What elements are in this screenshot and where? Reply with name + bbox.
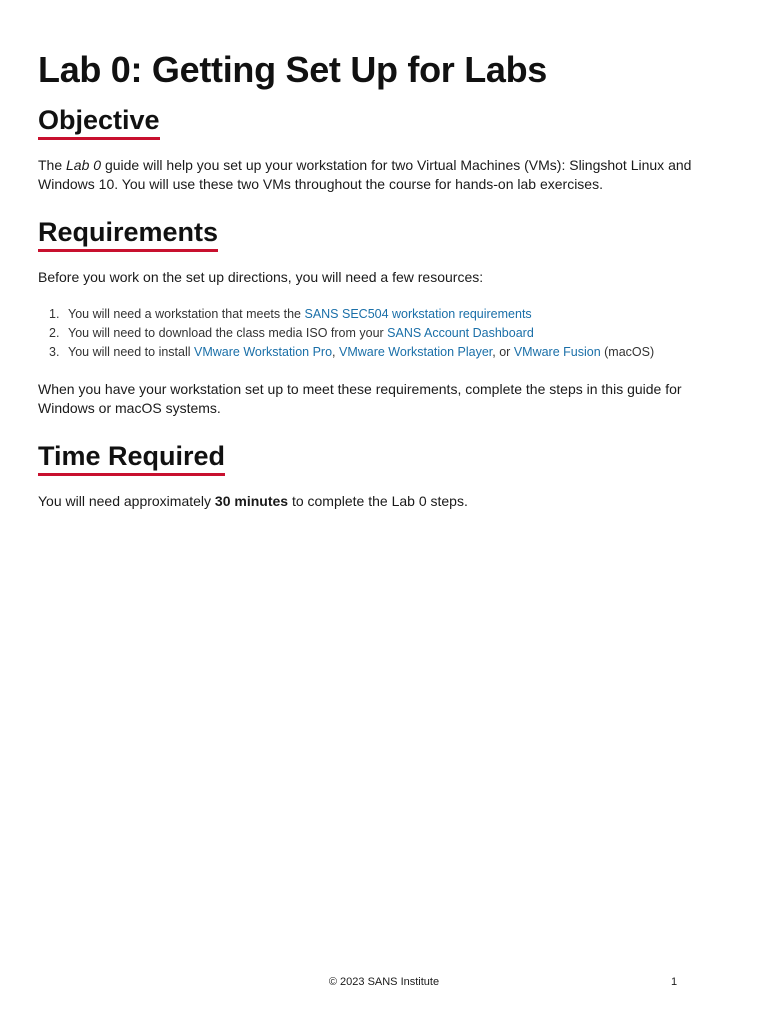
vmware-fusion-link[interactable]: VMware Fusion [513,345,601,359]
objective-text-1: The [38,157,67,173]
time-required-duration: 30 minutes [214,493,289,509]
requirements-closing: When you have your workstation set up to meet these requirements, complete the steps in this guide for Windows or macOS systems. [38,381,682,416]
footer-copyright: © 2023 SANS Institute [328,976,440,988]
list-item-number: 2. [49,326,60,340]
time-required-text-pre: You will need approximately [38,493,215,509]
requirements-section [38,216,718,252]
list-item [38,343,718,362]
objective-lab-name: Lab 0 [66,157,102,173]
document-page [38,0,718,511]
time-required-text-post: to complete the Lab 0 steps. [288,493,468,509]
requirements-intro: Before you work on the set up directions, you will need a few resources: [38,269,484,285]
list-item-separator: , [332,345,339,359]
workstation-requirements-link[interactable]: SANS SEC504 workstation requirements [304,307,532,321]
vmware-workstation-player-link[interactable]: VMware Workstation Player [338,345,493,359]
list-item-suffix: (macOS) [600,345,655,359]
list-item-text: You will need a workstation that meets the [68,307,305,321]
page-title: Lab 0: Getting Set Up for Labs [38,49,548,90]
list-item-number: 3. [49,345,60,359]
list-item-text: You will need to install [68,345,195,359]
objective-heading: Objective [38,104,160,140]
list-item [38,324,718,343]
time-required-section [38,440,718,476]
requirements-list [38,305,718,362]
account-dashboard-link[interactable]: SANS Account Dashboard [387,326,534,340]
objective-text-2: guide will help you set up your workstation for two Virtual Machines (VMs): Slingshot Linux and Windows 10. You will use these two VMs throughout the course for hands-on lab exercises. [38,157,692,192]
footer-page-number: 1 [671,976,678,988]
time-required-heading: Time Required [38,440,225,476]
requirements-heading: Requirements [38,216,218,252]
list-item-separator: , or [492,345,514,359]
vmware-workstation-pro-link[interactable]: VMware Workstation Pro [194,345,333,359]
list-item [38,305,718,324]
objective-section [38,104,718,140]
list-item-number: 1. [49,307,60,321]
list-item-text: You will need to download the class media ISO from your [68,326,388,340]
time-required-paragraph [38,492,718,511]
objective-paragraph [38,156,718,194]
